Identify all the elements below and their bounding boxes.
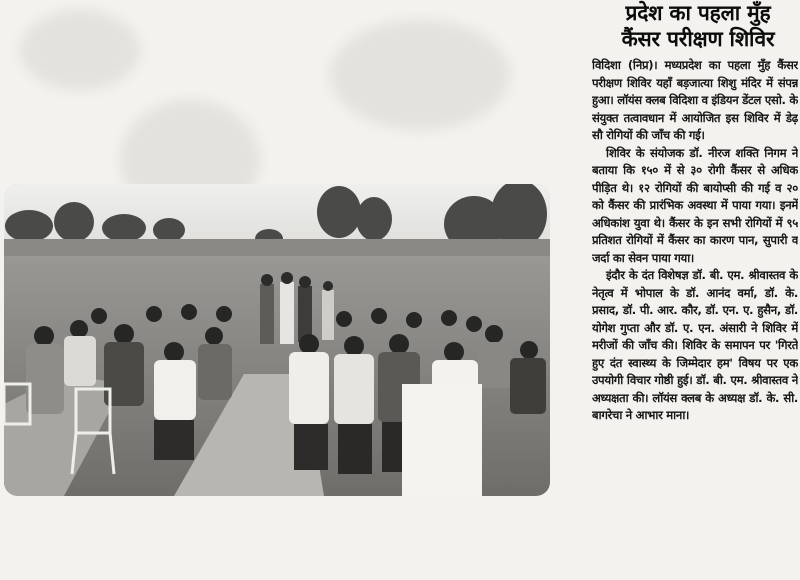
article-paragraph-1: विदिशा (निप्र)। मध्यप्रदेश का पहला मुँह कैंसर परीक्षण शिविर यहाँ बड़जात्या शिशु मंदिर में संपन्न हुआ। लॉयंस क्लब विदिशा व इंडियन डेंटल एसो. के संयुक्त तत्वावधान में आयोजित इस शिविर में डेढ़ सौ रोगियों की जाँच की गई। [592, 58, 798, 142]
headline [592, 0, 798, 52]
overexposed-patch [402, 384, 482, 496]
article-column [592, 0, 798, 580]
horizon-strip [4, 239, 550, 257]
paper-stain [330, 20, 510, 130]
camp-photograph [4, 184, 550, 496]
headline-line-1: प्रदेश का पहला मुँह [625, 1, 771, 25]
article-paragraph-2: शिविर के संयोजक डॉ. नीरज शक्ति निगम ने बताया कि १५० में से ३० रोगी कैंसर से अधिक पीड़ित थे। १२ रोगियों की बायोप्सी की गई व २० को कैंसर की प्रारंभिक अवस्था में पाया गया। इनमें अधिकांश युवा थे। कैंसर के इन सभी रोगियों में ९५ प्रतिशत रोगियों में कैंसर का कारण पान, सुपारी व जर्दा का सेवन पाया गया। [592, 145, 798, 265]
headline-line-2: कैंसर परीक्षण शिविर [621, 27, 775, 51]
paper-stain [20, 10, 140, 90]
article-paragraph-3: इंदौर के दंत विशेषज्ञ डॉ. बी. एम. श्रीवास्तव के नेतृत्व में भोपाल के डॉ. आनंद वर्मा, डॉ. के. प्रसाद, डॉ. पी. आर. कौर, डॉ. एन. ए. हुसैन, डॉ. योगेश गुप्ता और डॉ. ए. एन. अंसारी ने शिविर में मरीजों की जाँच की। शिविर के समापन पर 'गिरते हुए दंत स्वास्थ्य के जिम्मेदार हम' विषय पर एक उपयोगी विचार गोष्ठी हुई। डॉ. बी. एम. श्रीवास्तव ने अध्यक्षता की। लॉयंस क्लब के अध्यक्ष डॉ. के. सी. बागरेचा ने आभार माना। [592, 268, 798, 422]
camp-photo-illustration [4, 184, 550, 496]
